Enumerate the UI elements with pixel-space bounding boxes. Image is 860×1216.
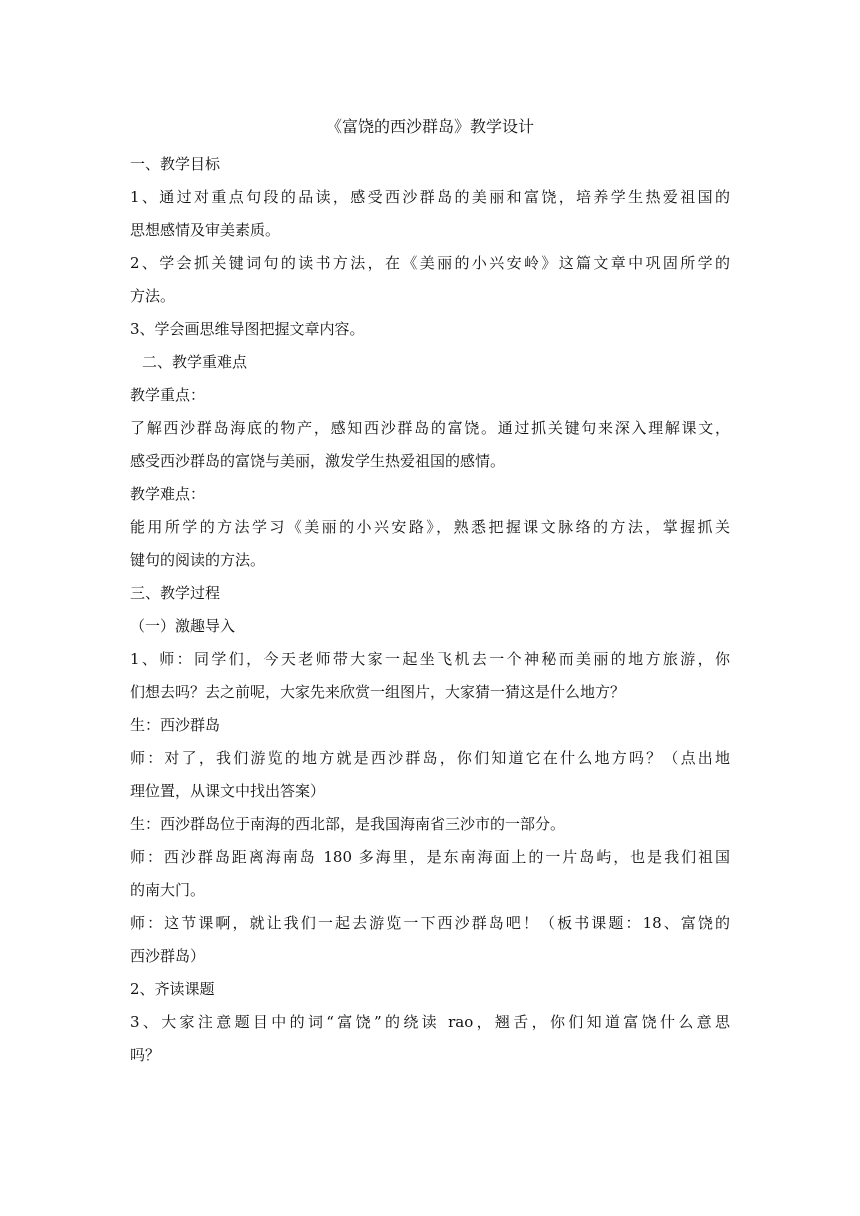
text-line: 方法。 (130, 287, 176, 305)
text-line: 教学重点： (130, 386, 206, 404)
text-line: 教学难点： (130, 485, 206, 503)
text-line: 3、大家注意题目中的词“富饶”的绕读 rao，翘舌，你们知道富饶什么意思 (130, 1013, 730, 1031)
text-line: （一）激趣导入 (130, 617, 236, 635)
document-lines (130, 148, 730, 1072)
text-line: 1、师：同学们，今天老师带大家一起坐飞机去一个神秘而美丽的地方旅游，你 (130, 650, 730, 668)
text-line: 生：西沙群岛 (130, 716, 221, 734)
text-line: 生：西沙群岛位于南海的西北部，是我国海南省三沙市的一部分。 (130, 815, 566, 833)
text-line: 3、学会画思维导图把握文章内容。 (130, 320, 365, 338)
text-line: 师：对了，我们游览的地方就是西沙群岛，你们知道它在什么地方吗？（点出地 (130, 749, 730, 767)
text-line: 感受西沙群岛的富饶与美丽，激发学生热爱祖国的感情。 (130, 452, 506, 470)
text-line: 们想去吗？去之前呢，大家先来欣赏一组图片，大家猜一猜这是什么地方？ (130, 683, 626, 701)
text-line: 师：西沙群岛距离海南岛 180 多海里，是东南海面上的一片岛屿，也是我们祖国 (130, 848, 730, 866)
document-title: 《富饶的西沙群岛》教学设计 (325, 117, 534, 136)
text-line: 师：这节课啊，就让我们一起去游览一下西沙群岛吧！（板书课题：18、富饶的 (130, 914, 730, 932)
text-line: 西沙群岛） (130, 947, 206, 965)
document-body (130, 112, 730, 1072)
text-line: 键句的阅读的方法。 (130, 551, 266, 569)
text-line: 三、教学过程 (130, 584, 221, 602)
text-line: 的南大门。 (130, 881, 206, 899)
text-line: 吗？ (130, 1046, 161, 1064)
text-line: 2、学会抓关键词句的读书方法，在《美丽的小兴安岭》这篇文章中巩固所学的 (130, 254, 730, 272)
text-line: 了解西沙群岛海底的物产，感知西沙群岛的富饶。通过抓关键句来深入理解课文， (130, 419, 730, 437)
text-line: 1、通过对重点句段的品读，感受西沙群岛的美丽和富饶，培养学生热爱祖国的 (130, 188, 730, 206)
text-line: 2、齐读课题 (130, 980, 215, 998)
text-line: 思想感情及审美素质。 (130, 221, 281, 239)
text-line: 理位置，从课文中找出答案） (130, 782, 326, 800)
text-line: 二、教学重难点 (142, 353, 248, 371)
text-line: 能用所学的方法学习《美丽的小兴安路》，熟悉把握课文脉络的方法，掌握抓关 (130, 518, 730, 536)
text-line: 一、教学目标 (130, 155, 221, 173)
